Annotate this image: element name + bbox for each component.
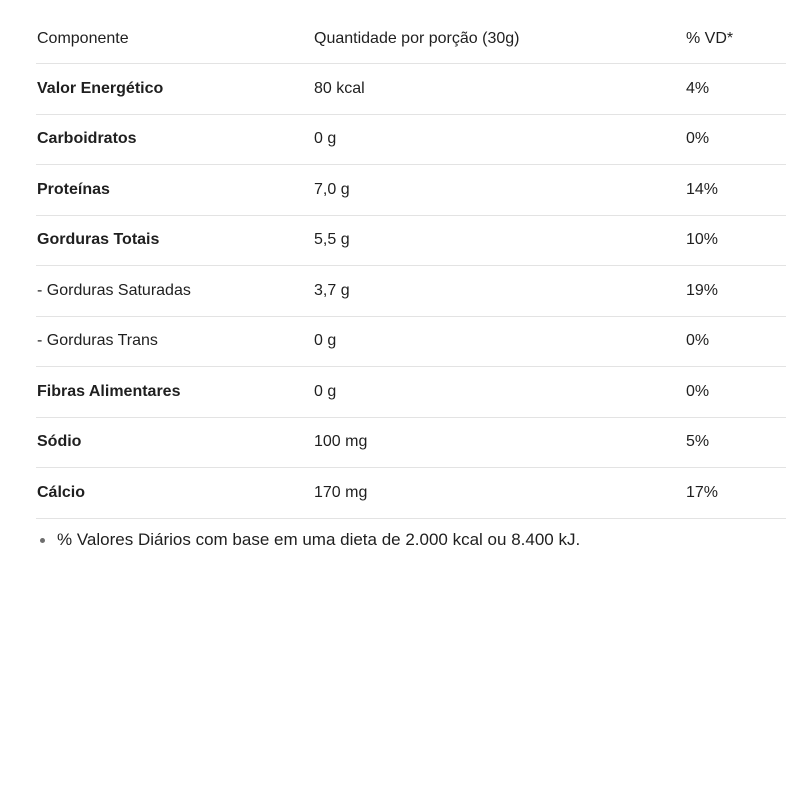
row-daily-value: 10% [686, 231, 719, 249]
row-component-name: - Gorduras Trans [37, 332, 158, 350]
row-amount: 0 g [314, 332, 337, 350]
table-row [36, 216, 786, 267]
row-component-name: Proteínas [37, 180, 110, 198]
row-component-name: Valor Energético [37, 79, 164, 97]
header-daily-value: % VD* [686, 29, 734, 47]
nutrition-table [36, 14, 786, 519]
header-component: Componente [37, 29, 129, 47]
header-quantity: Quantidade por porção (30g) [314, 29, 520, 47]
row-daily-value: 0% [686, 130, 710, 148]
row-component-name: - Gorduras Saturadas [37, 281, 191, 299]
table-row [36, 367, 786, 418]
row-amount: 7,0 g [314, 180, 350, 198]
row-component-name: Fibras Alimentares [37, 382, 181, 400]
row-amount: 0 g [314, 130, 337, 148]
row-amount: 170 mg [314, 483, 368, 501]
row-component-name: Sódio [37, 433, 82, 451]
row-daily-value: 0% [686, 382, 710, 400]
row-amount: 100 mg [314, 433, 368, 451]
row-amount: 5,5 g [314, 231, 350, 249]
row-daily-value: 5% [686, 433, 710, 451]
table-row [36, 64, 786, 115]
table-row [36, 418, 786, 469]
table-row [36, 468, 786, 519]
table-row [36, 165, 786, 216]
row-daily-value: 4% [686, 79, 710, 97]
row-daily-value: 14% [686, 180, 719, 198]
row-daily-value: 17% [686, 483, 719, 501]
footnote-text: % Valores Diários com base em uma dieta de 2.000 kcal ou 8.400 kJ. [57, 530, 581, 549]
row-amount: 80 kcal [314, 79, 365, 97]
table-row [36, 115, 786, 166]
row-component-name: Cálcio [37, 483, 86, 501]
footnote [40, 530, 580, 550]
bullet-icon [40, 538, 45, 543]
row-daily-value: 0% [686, 332, 710, 350]
row-amount: 3,7 g [314, 281, 350, 299]
row-component-name: Gorduras Totais [37, 231, 160, 249]
row-daily-value: 19% [686, 281, 719, 299]
table-header-row [36, 14, 786, 64]
row-component-name: Carboidratos [37, 130, 137, 148]
table-row [36, 317, 786, 368]
table-row [36, 266, 786, 317]
row-amount: 0 g [314, 382, 337, 400]
